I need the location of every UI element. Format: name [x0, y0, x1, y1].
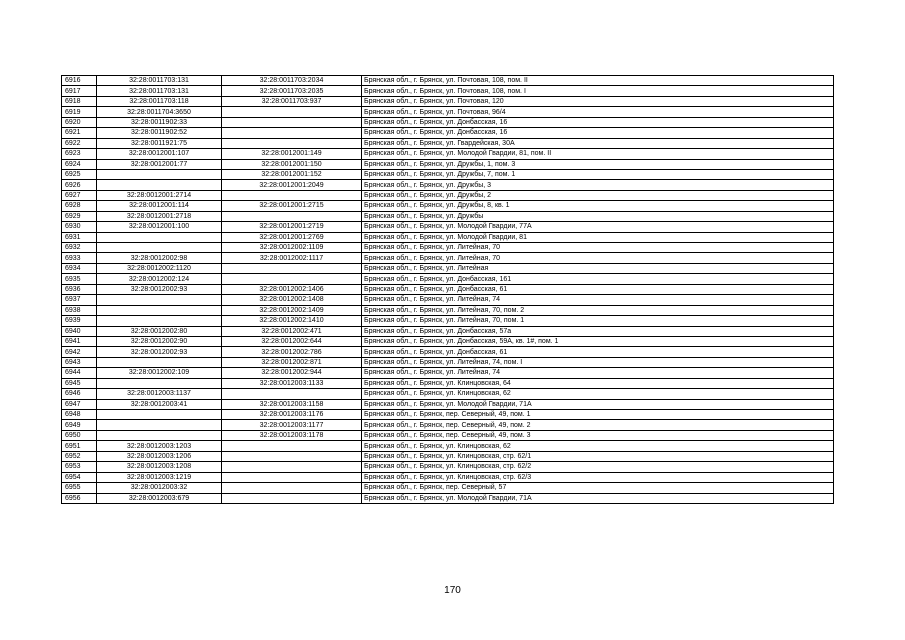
address-cell: Брянская обл., г. Брянск, ул. Почтовая, 108, пом. I — [362, 86, 834, 96]
row-number-cell: 6950 — [62, 430, 97, 440]
address-cell: Брянская обл., г. Брянск, ул. Донбасская, 59А, кв. 1#, пом. 1 — [362, 336, 834, 346]
address-cell: Брянская обл., г. Брянск, ул. Донбасская, 16 — [362, 117, 834, 127]
cadastral-number-cell — [97, 295, 222, 305]
linked-cadastral-number-cell — [222, 117, 362, 127]
address-cell: Брянская обл., г. Брянск, ул. Гвардейская, 30А — [362, 138, 834, 148]
cadastral-number-cell — [97, 378, 222, 388]
cadastral-number-cell: 32:28:0011902:33 — [97, 117, 222, 127]
row-number-cell: 6918 — [62, 96, 97, 106]
row-number-cell: 6926 — [62, 180, 97, 190]
table-row — [62, 96, 834, 106]
row-number-cell: 6922 — [62, 138, 97, 148]
row-number-cell: 6956 — [62, 493, 97, 503]
row-number-cell: 6946 — [62, 389, 97, 399]
table-row — [62, 86, 834, 96]
row-number-cell: 6952 — [62, 451, 97, 461]
table-row — [62, 368, 834, 378]
cadastral-number-cell: 32:28:0012002:109 — [97, 368, 222, 378]
linked-cadastral-number-cell: 32:28:0012003:1133 — [222, 378, 362, 388]
cadastral-number-cell: 32:28:0012002:93 — [97, 347, 222, 357]
property-table — [61, 75, 834, 504]
linked-cadastral-number-cell: 32:28:0012002:871 — [222, 357, 362, 367]
cadastral-number-cell — [97, 316, 222, 326]
address-cell: Брянская обл., г. Брянск, ул. Дружбы, 3 — [362, 180, 834, 190]
table-row — [62, 149, 834, 159]
cadastral-number-cell — [97, 430, 222, 440]
table-row — [62, 493, 834, 503]
address-cell: Брянская обл., г. Брянск, ул. Почтовая, 108, пом. II — [362, 76, 834, 86]
linked-cadastral-number-cell: 32:28:0012001:2719 — [222, 222, 362, 232]
linked-cadastral-number-cell — [222, 462, 362, 472]
address-cell: Брянская обл., г. Брянск, ул. Литейная, 70 — [362, 253, 834, 263]
address-cell: Брянская обл., г. Брянск, ул. Литейная, 70, пом. 1 — [362, 316, 834, 326]
linked-cadastral-number-cell — [222, 451, 362, 461]
address-cell: Брянская обл., г. Брянск, ул. Дружбы, 2 — [362, 190, 834, 200]
table-row — [62, 211, 834, 221]
address-cell: Брянская обл., г. Брянск, ул. Дружбы, 1, пом. 3 — [362, 159, 834, 169]
cadastral-number-cell: 32:28:0012002:93 — [97, 284, 222, 294]
row-number-cell: 6936 — [62, 284, 97, 294]
cadastral-number-cell — [97, 180, 222, 190]
address-cell: Брянская обл., г. Брянск, пер. Северный, 49, пом. 1 — [362, 410, 834, 420]
linked-cadastral-number-cell: 32:28:0012001:149 — [222, 149, 362, 159]
cadastral-number-cell: 32:28:0012002:80 — [97, 326, 222, 336]
table-row — [62, 430, 834, 440]
linked-cadastral-number-cell: 32:28:0012002:644 — [222, 336, 362, 346]
row-number-cell: 6935 — [62, 274, 97, 284]
table-row — [62, 462, 834, 472]
cadastral-number-cell: 32:28:0012003:679 — [97, 493, 222, 503]
address-cell: Брянская обл., г. Брянск, ул. Клинцовская, 62 — [362, 389, 834, 399]
row-number-cell: 6953 — [62, 462, 97, 472]
row-number-cell: 6944 — [62, 368, 97, 378]
cadastral-number-cell — [97, 357, 222, 367]
linked-cadastral-number-cell: 32:28:0012002:1410 — [222, 316, 362, 326]
linked-cadastral-number-cell: 32:28:0012003:1176 — [222, 410, 362, 420]
table-row — [62, 201, 834, 211]
cadastral-number-cell: 32:28:0012001:114 — [97, 201, 222, 211]
linked-cadastral-number-cell — [222, 441, 362, 451]
row-number-cell: 6928 — [62, 201, 97, 211]
table-row — [62, 274, 834, 284]
linked-cadastral-number-cell: 32:28:0012001:2049 — [222, 180, 362, 190]
table-row — [62, 410, 834, 420]
cadastral-number-cell: 32:28:0012003:1137 — [97, 389, 222, 399]
linked-cadastral-number-cell: 32:28:0012003:1178 — [222, 430, 362, 440]
row-number-cell: 6955 — [62, 483, 97, 493]
linked-cadastral-number-cell: 32:28:0012002:471 — [222, 326, 362, 336]
row-number-cell: 6925 — [62, 169, 97, 179]
cadastral-number-cell: 32:28:0011921:75 — [97, 138, 222, 148]
address-cell: Брянская обл., г. Брянск, ул. Литейная, 74, пом. I — [362, 357, 834, 367]
linked-cadastral-number-cell: 32:28:0012002:1408 — [222, 295, 362, 305]
cadastral-number-cell: 32:28:0011703:131 — [97, 86, 222, 96]
row-number-cell: 6939 — [62, 316, 97, 326]
table-row — [62, 159, 834, 169]
address-cell: Брянская обл., г. Брянск, ул. Молодой Гвардии, 77А — [362, 222, 834, 232]
linked-cadastral-number-cell: 32:28:0011703:937 — [222, 96, 362, 106]
table-row — [62, 389, 834, 399]
row-number-cell: 6948 — [62, 410, 97, 420]
table-row — [62, 263, 834, 273]
cadastral-number-cell: 32:28:0012002:98 — [97, 253, 222, 263]
row-number-cell: 6924 — [62, 159, 97, 169]
table-row — [62, 222, 834, 232]
address-cell: Брянская обл., г. Брянск, ул. Донбасская, 61 — [362, 284, 834, 294]
cadastral-number-cell: 32:28:0012003:1208 — [97, 462, 222, 472]
address-cell: Брянская обл., г. Брянск, ул. Молодой Гвардии, 81 — [362, 232, 834, 242]
address-cell: Брянская обл., г. Брянск, пер. Северный, 57 — [362, 483, 834, 493]
linked-cadastral-number-cell — [222, 483, 362, 493]
row-number-cell: 6933 — [62, 253, 97, 263]
linked-cadastral-number-cell — [222, 211, 362, 221]
cadastral-number-cell: 32:28:0012002:90 — [97, 336, 222, 346]
table-row — [62, 441, 834, 451]
address-cell: Брянская обл., г. Брянск, ул. Литейная, 74 — [362, 368, 834, 378]
row-number-cell: 6941 — [62, 336, 97, 346]
cadastral-number-cell — [97, 305, 222, 315]
row-number-cell: 6951 — [62, 441, 97, 451]
address-cell: Брянская обл., г. Брянск, ул. Литейная, 70, пом. 2 — [362, 305, 834, 315]
page-number: 170 — [444, 585, 461, 596]
cadastral-number-cell: 32:28:0012003:1206 — [97, 451, 222, 461]
linked-cadastral-number-cell — [222, 493, 362, 503]
linked-cadastral-number-cell — [222, 263, 362, 273]
table-row — [62, 347, 834, 357]
row-number-cell: 6927 — [62, 190, 97, 200]
row-number-cell: 6920 — [62, 117, 97, 127]
row-number-cell: 6943 — [62, 357, 97, 367]
address-cell: Брянская обл., г. Брянск, ул. Клинцовская, 64 — [362, 378, 834, 388]
cadastral-number-cell — [97, 169, 222, 179]
linked-cadastral-number-cell: 32:28:0012002:786 — [222, 347, 362, 357]
address-cell: Брянская обл., г. Брянск, ул. Литейная — [362, 263, 834, 273]
row-number-cell: 6923 — [62, 149, 97, 159]
address-cell: Брянская обл., г. Брянск, пер. Северный, 49, пом. 3 — [362, 430, 834, 440]
cadastral-number-cell: 32:28:0011703:131 — [97, 76, 222, 86]
address-cell: Брянская обл., г. Брянск, ул. Дружбы — [362, 211, 834, 221]
linked-cadastral-number-cell: 32:28:0011703:2035 — [222, 86, 362, 96]
table-row — [62, 399, 834, 409]
address-cell: Брянская обл., г. Брянск, ул. Донбасская, 161 — [362, 274, 834, 284]
table-row — [62, 420, 834, 430]
table-row — [62, 378, 834, 388]
address-cell: Брянская обл., г. Брянск, ул. Дружбы, 7, пом. 1 — [362, 169, 834, 179]
table-row — [62, 253, 834, 263]
address-cell: Брянская обл., г. Брянск, ул. Почтовая, 96/4 — [362, 107, 834, 117]
table-row — [62, 107, 834, 117]
linked-cadastral-number-cell — [222, 138, 362, 148]
address-cell: Брянская обл., г. Брянск, ул. Клинцовская, стр. 62/3 — [362, 472, 834, 482]
row-number-cell: 6937 — [62, 295, 97, 305]
cadastral-number-cell: 32:28:0012003:41 — [97, 399, 222, 409]
address-cell: Брянская обл., г. Брянск, ул. Молодой Гвардии, 71А — [362, 399, 834, 409]
address-cell: Брянская обл., г. Брянск, ул. Дружбы, 8, кв. 1 — [362, 201, 834, 211]
address-cell: Брянская обл., г. Брянск, ул. Литейная, 70 — [362, 243, 834, 253]
cadastral-number-cell — [97, 243, 222, 253]
cadastral-number-cell: 32:28:0012003:1203 — [97, 441, 222, 451]
cadastral-number-cell — [97, 410, 222, 420]
cadastral-number-cell: 32:28:0011703:118 — [97, 96, 222, 106]
row-number-cell: 6942 — [62, 347, 97, 357]
table-row — [62, 190, 834, 200]
linked-cadastral-number-cell — [222, 190, 362, 200]
linked-cadastral-number-cell: 32:28:0012001:2715 — [222, 201, 362, 211]
table-row — [62, 243, 834, 253]
row-number-cell: 6932 — [62, 243, 97, 253]
address-cell: Брянская обл., г. Брянск, ул. Донбасская, 61 — [362, 347, 834, 357]
address-cell: Брянская обл., г. Брянск, ул. Молодой Гвардии, 71А — [362, 493, 834, 503]
linked-cadastral-number-cell: 32:28:0012001:150 — [222, 159, 362, 169]
address-cell: Брянская обл., г. Брянск, пер. Северный, 49, пом. 2 — [362, 420, 834, 430]
linked-cadastral-number-cell: 32:28:0012002:944 — [222, 368, 362, 378]
linked-cadastral-number-cell: 32:28:0011703:2034 — [222, 76, 362, 86]
cadastral-number-cell: 32:28:0012001:2718 — [97, 211, 222, 221]
linked-cadastral-number-cell: 32:28:0012002:1406 — [222, 284, 362, 294]
table-row — [62, 169, 834, 179]
cadastral-number-cell: 32:28:0012001:100 — [97, 222, 222, 232]
linked-cadastral-number-cell: 32:28:0012002:1117 — [222, 253, 362, 263]
cadastral-number-cell: 32:28:0012003:1219 — [97, 472, 222, 482]
table-row — [62, 284, 834, 294]
table-row — [62, 326, 834, 336]
address-cell: Брянская обл., г. Брянск, ул. Молодой Гвардии, 81, пом. II — [362, 149, 834, 159]
linked-cadastral-number-cell: 32:28:0012002:1409 — [222, 305, 362, 315]
table-row — [62, 451, 834, 461]
linked-cadastral-number-cell — [222, 274, 362, 284]
table-row — [62, 117, 834, 127]
table-row — [62, 180, 834, 190]
linked-cadastral-number-cell — [222, 389, 362, 399]
cadastral-number-cell: 32:28:0012003:32 — [97, 483, 222, 493]
row-number-cell: 6919 — [62, 107, 97, 117]
row-number-cell: 6947 — [62, 399, 97, 409]
row-number-cell: 6921 — [62, 128, 97, 138]
address-cell: Брянская обл., г. Брянск, ул. Донбасская, 57а — [362, 326, 834, 336]
address-cell: Брянская обл., г. Брянск, ул. Донбасская, 16 — [362, 128, 834, 138]
cadastral-number-cell: 32:28:0012002:124 — [97, 274, 222, 284]
table-body — [62, 76, 834, 504]
linked-cadastral-number-cell: 32:28:0012003:1158 — [222, 399, 362, 409]
table-row — [62, 305, 834, 315]
cadastral-number-cell: 32:28:0012001:77 — [97, 159, 222, 169]
row-number-cell: 6930 — [62, 222, 97, 232]
row-number-cell: 6917 — [62, 86, 97, 96]
cadastral-number-cell: 32:28:0012002:1120 — [97, 263, 222, 273]
table-row — [62, 76, 834, 86]
linked-cadastral-number-cell: 32:28:0012001:152 — [222, 169, 362, 179]
table-row — [62, 128, 834, 138]
cadastral-number-cell — [97, 420, 222, 430]
linked-cadastral-number-cell — [222, 107, 362, 117]
table-row — [62, 483, 834, 493]
address-cell: Брянская обл., г. Брянск, ул. Клинцовская, стр. 62/1 — [362, 451, 834, 461]
row-number-cell: 6929 — [62, 211, 97, 221]
row-number-cell: 6934 — [62, 263, 97, 273]
row-number-cell: 6954 — [62, 472, 97, 482]
linked-cadastral-number-cell: 32:28:0012001:2769 — [222, 232, 362, 242]
table-row — [62, 232, 834, 242]
table-row — [62, 472, 834, 482]
linked-cadastral-number-cell: 32:28:0012002:1109 — [222, 243, 362, 253]
table-row — [62, 316, 834, 326]
cadastral-number-cell: 32:28:0012001:107 — [97, 149, 222, 159]
linked-cadastral-number-cell: 32:28:0012003:1177 — [222, 420, 362, 430]
cadastral-number-cell: 32:28:0011704:3650 — [97, 107, 222, 117]
table-row — [62, 138, 834, 148]
row-number-cell: 6945 — [62, 378, 97, 388]
row-number-cell: 6940 — [62, 326, 97, 336]
linked-cadastral-number-cell — [222, 128, 362, 138]
row-number-cell: 6938 — [62, 305, 97, 315]
row-number-cell: 6949 — [62, 420, 97, 430]
cadastral-number-cell — [97, 232, 222, 242]
address-cell: Брянская обл., г. Брянск, ул. Клинцовская, 62 — [362, 441, 834, 451]
address-cell: Брянская обл., г. Брянск, ул. Почтовая, 120 — [362, 96, 834, 106]
table-row — [62, 357, 834, 367]
row-number-cell: 6931 — [62, 232, 97, 242]
row-number-cell: 6916 — [62, 76, 97, 86]
table-row — [62, 336, 834, 346]
table-row — [62, 295, 834, 305]
linked-cadastral-number-cell — [222, 472, 362, 482]
address-cell: Брянская обл., г. Брянск, ул. Литейная, 74 — [362, 295, 834, 305]
address-cell: Брянская обл., г. Брянск, ул. Клинцовская, стр. 62/2 — [362, 462, 834, 472]
cadastral-number-cell: 32:28:0012001:2714 — [97, 190, 222, 200]
cadastral-number-cell: 32:28:0011902:52 — [97, 128, 222, 138]
